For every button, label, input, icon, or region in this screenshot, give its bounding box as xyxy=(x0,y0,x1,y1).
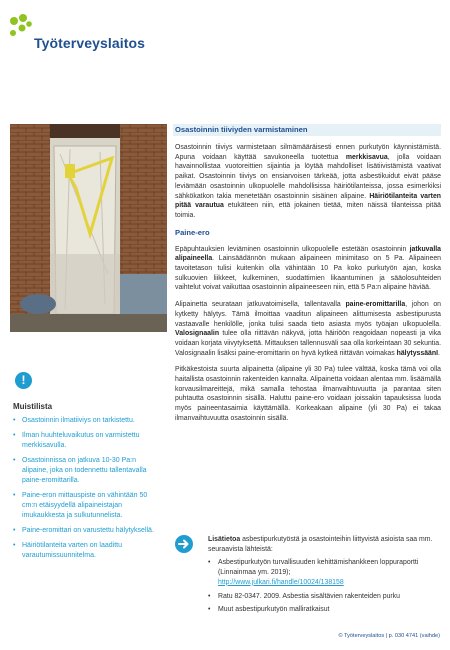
reference-link[interactable]: http://www.julkari.fi/handle/10024/138158 xyxy=(218,578,344,586)
logo-text: Työterveyslaitos xyxy=(34,35,146,51)
checklist-item: • Häiriötilanteita varten on laadittu varautumissuunnitelma. xyxy=(10,541,162,561)
paragraph: Pitkäkestoista suurta alipainetta (alipaine yli 30 Pa) tulee välttää, koska tämä voi olla haitallista osastoinnin rakenteiden kannalta. Alipainetta voidaan alentaa mm. lisäämällä korvausilmareittejä, mikä samalla tehostaa ilmanvaihtuvuutta ja parantaa siten puhtautta osastoinnin sisällä. Haluttu paine-ero voidaan joissakin tapauksissa luoda myös paineentasaimia käyttämällä. Korkeakaan alipaine (yli 30 Pa) ei takaa ilmanvaihtuvuutta osastoinnin sisällä. xyxy=(175,366,441,422)
main-text xyxy=(175,124,441,431)
checklist-item: • Osastoinnissa on jatkuva 10-30 Pa:n alipaine, joka on todennettu tallentavalla paine-eromittarilla. xyxy=(10,456,162,486)
logo-mark-icon xyxy=(8,12,34,42)
reference-item: • Ratu 82-0347. 2009. Asbestia sisältävien rakenteiden purku xyxy=(208,592,441,602)
logo xyxy=(8,12,168,52)
checklist-title: Muistilista xyxy=(13,402,53,411)
paragraph: Epäpuhtauksien leviäminen osastoinnin ulkopuolelle estetään osastoinnin jatkuvalla alipaineella. Lainsäädännön mukaan alipaineen minimitaso on 5 Pa. Alipaineen tavoitetason tulisi kuitenkin olla vähintään 10 Pa koko purkutyön ajan, koska sulkuovien liikkeet, kulkeminen, suodattimien likaantuminen ja sääolosuhteiden vaihtelut voivat vaikuttaa osastoinnin alipaineeseen niin, että 5 Pa:n alipaine häviää. xyxy=(175,245,441,292)
section-heading-pressure: Paine-ero xyxy=(175,227,210,237)
checklist-item: • Osastoinnin ilmatiiviys on tarkistettu. xyxy=(10,416,162,426)
reference-item: • Muut asbestipurkutyön malliratkaisut xyxy=(208,605,441,615)
more-info-intro: Lisätietoa asbestipurkutyöstä ja osastointeihin liittyvistä asioista saa mm. seuraavista lähteistä: xyxy=(208,536,433,553)
checklist-item: • Paine-eron mittauspiste on vähintään 50 cm:n etäisyydellä alipaineistajan imukaukkesta ja sulkutunnelista. xyxy=(10,491,162,521)
checklist xyxy=(10,416,162,561)
footer: © Työterveyslaitos | p. 030 4741 (vaihde) xyxy=(338,633,440,639)
exclamation-icon: ! xyxy=(15,372,32,389)
paragraph: Osastoinnin tiiviys varmistetaan silmämääräisesti ennen purkutyön käynnistämistä. Apuna voidaan käyttää savukoneella tuotettua merkkisavua, jolla voidaan havainnollistaa vuotoreittien sijaintia ja löytää mahdolliset lisätiivistämistä vaativat paikat. Osastoinnin tiiviys on ensiarvoisen tärkeää, jotta asbestikuidut eivät pääse leviämään osastoinnin ulkopuolelle mahdollisissa häiriötilanteissa, jossa esimerkiksi sähkökatkon takia menetetään osastoinnin sisäinen alipaine. Häiriötilanteita varten pitää varautua etukäteen niin, että jokainen tietää, miten näissä tilanteissa pitää toimia. xyxy=(175,144,441,219)
reference-item: • Asbestipurkutyön turvallisuuden kehittämishankkeen loppuraportti (Linnainmaa ym. 2019); http://www.julkari.fi/handle/10024/138158 xyxy=(208,558,441,587)
checklist-item: • Ilman huuhteluvaikutus on varmistettu merkkisavulla. xyxy=(10,431,162,451)
arrow-right-icon xyxy=(175,535,193,553)
reference-list xyxy=(208,558,441,615)
section-heading-tightness: Osastoinnin tiiviyden varmistaminen xyxy=(173,124,441,136)
construction-photo xyxy=(10,124,167,332)
checklist-column xyxy=(10,372,162,566)
paragraph: Alipainetta seurataan jatkuvatoimisella, tallentavalla paine-eromittarilla, johon on kytketty hälytys. Tämä ilmoittaa vaaditun alipaineen alittumisesta asbestipurusta vastaavalle henkilölle, jonka tulisi saada tieto asiasta myös työajan ulkopuolella. Valosignaalin tulee olla riittävän näkyvä, jotta häiriöön reagoidaan nopeasti ja vika voidaan korjata viivytyksettä. Mittauksen tallennusväli saa olla korkeintaan 30 sekuntia. Valosignaalin lisäksi paine-eromittarin on hyvä kytkeä riittävän voimakas hälytyssäänI. xyxy=(175,301,441,357)
checklist-item: • Paine-eromittari on varustettu hälytyksellä. xyxy=(10,526,162,536)
more-info-box xyxy=(175,535,441,619)
